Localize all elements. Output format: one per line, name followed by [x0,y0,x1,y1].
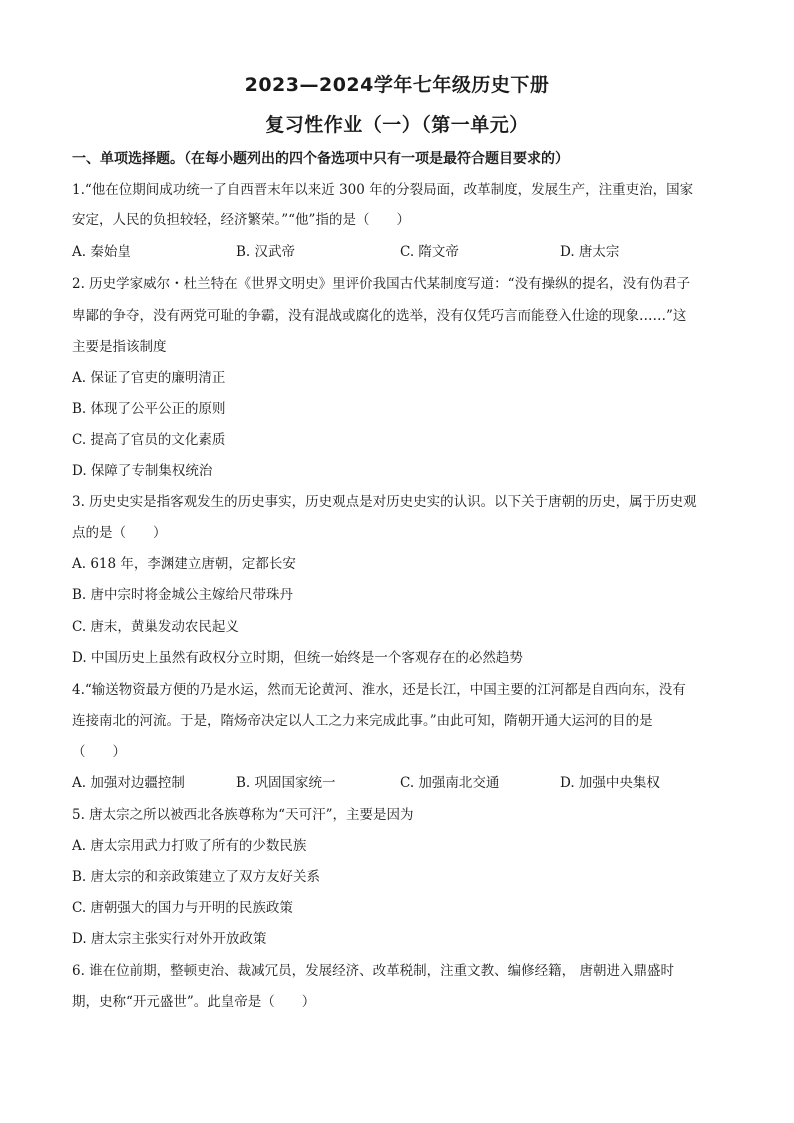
question-4-option-a: A. 加强对边疆控制 [72,775,185,791]
section-heading: 一、单项选择题。（在每小题列出的四个备选项中只有一项是最符合题目要求的） [72,151,569,167]
question-2-line-2: 卑鄙的争夺，没有两党可耻的争霸，没有混战或腐化的选举，没有仅凭巧言而能登入仕途的现象……”这 [72,308,687,324]
question-1-option-d: D. 唐太宗 [560,244,620,260]
question-1-line-2: 安定，人民的负担较轻，经济繁荣。”“他”指的是（ ） [72,212,410,228]
question-1-option-c: C. 隋文帝 [400,244,459,260]
question-2-option-c: C. 提高了官员的文化素质 [72,432,226,448]
question-1-line-1: 1.“他在位期间成功统一了自西晋末年以来近 300 年的分裂局面，改革制度，发展生产，注重吏治，国家 [72,182,694,198]
question-3-option-a: A. 618 年，李渊建立唐朝，定都长安 [72,556,296,572]
document-title: 2023—2024学年七年级历史下册 [244,74,550,96]
question-2-line-1: 2. 历史学家威尔・杜兰特在《世界文明史》里评价我国古代某制度写道：“没有操纵的提名，没有伪君子 [72,276,691,292]
question-4-option-c: C. 加强南北交通 [400,775,500,791]
question-5-option-c: C. 唐朝强大的国力与开明的民族政策 [72,900,293,916]
question-2-option-d: D. 保障了专制集权统治 [72,463,213,479]
question-3-option-b: B. 唐中宗时将金城公主嫁给尺带珠丹 [72,587,294,603]
question-4-line-3: （ ） [72,744,126,760]
question-5-option-a: A. 唐太宗用武力打败了所有的少数民族 [72,838,307,854]
question-2-option-b: B. 体现了公平公正的原则 [72,401,226,417]
question-4-line-2: 连接南北的河流。于是，隋炀帝决定以人工之力来完成此事。”由此可知，隋朝开通大运河的目的是 [72,713,653,729]
question-5-option-b: B. 唐太宗的和亲政策建立了双方友好关系 [72,869,321,885]
question-4-option-d: D. 加强中央集权 [560,775,660,791]
question-5-option-d: D. 唐太宗主张实行对外开放政策 [72,931,267,947]
question-3-line-1: 3. 历史史实是指客观发生的历史事实，历史观点是对历史史实的认识。以下关于唐朝的历史，属于历史观 [72,494,697,510]
question-4-line-1: 4.“输送物资最方便的乃是水运，然而无论黄河、淮水，还是长江，中国主要的江河都是自西向东，没有 [72,682,686,698]
question-3-option-c: C. 唐末，黄巢发动农民起义 [72,619,239,635]
question-3-line-2: 点的是（ ） [72,525,167,541]
question-2-line-3: 主要是指该制度 [72,339,167,355]
document-subtitle: 复习性作业（一）（第一单元） [265,114,529,136]
question-4-option-b: B. 巩固国家统一 [236,775,336,791]
question-1-option-b: B. 汉武帝 [236,244,296,260]
question-3-option-d: D. 中国历史上虽然有政权分立时期，但统一始终是一个客观存在的必然趋势 [72,650,523,666]
question-5-line-1: 5. 唐太宗之所以被西北各族尊称为“天可汗”，主要是因为 [72,807,414,823]
question-2-option-a: A. 保证了官吏的廉明清正 [72,370,226,386]
question-1-option-a: A. 秦始皇 [72,244,131,260]
question-6-line-2: 期，史称“开元盛世”。此皇帝是（ ） [72,994,316,1010]
question-6-line-1: 6. 谁在位前期，整顿吏治、裁减冗员，发展经济、改革税制，注重文教、编修经籍， 唐朝进入鼎盛时 [72,963,674,979]
